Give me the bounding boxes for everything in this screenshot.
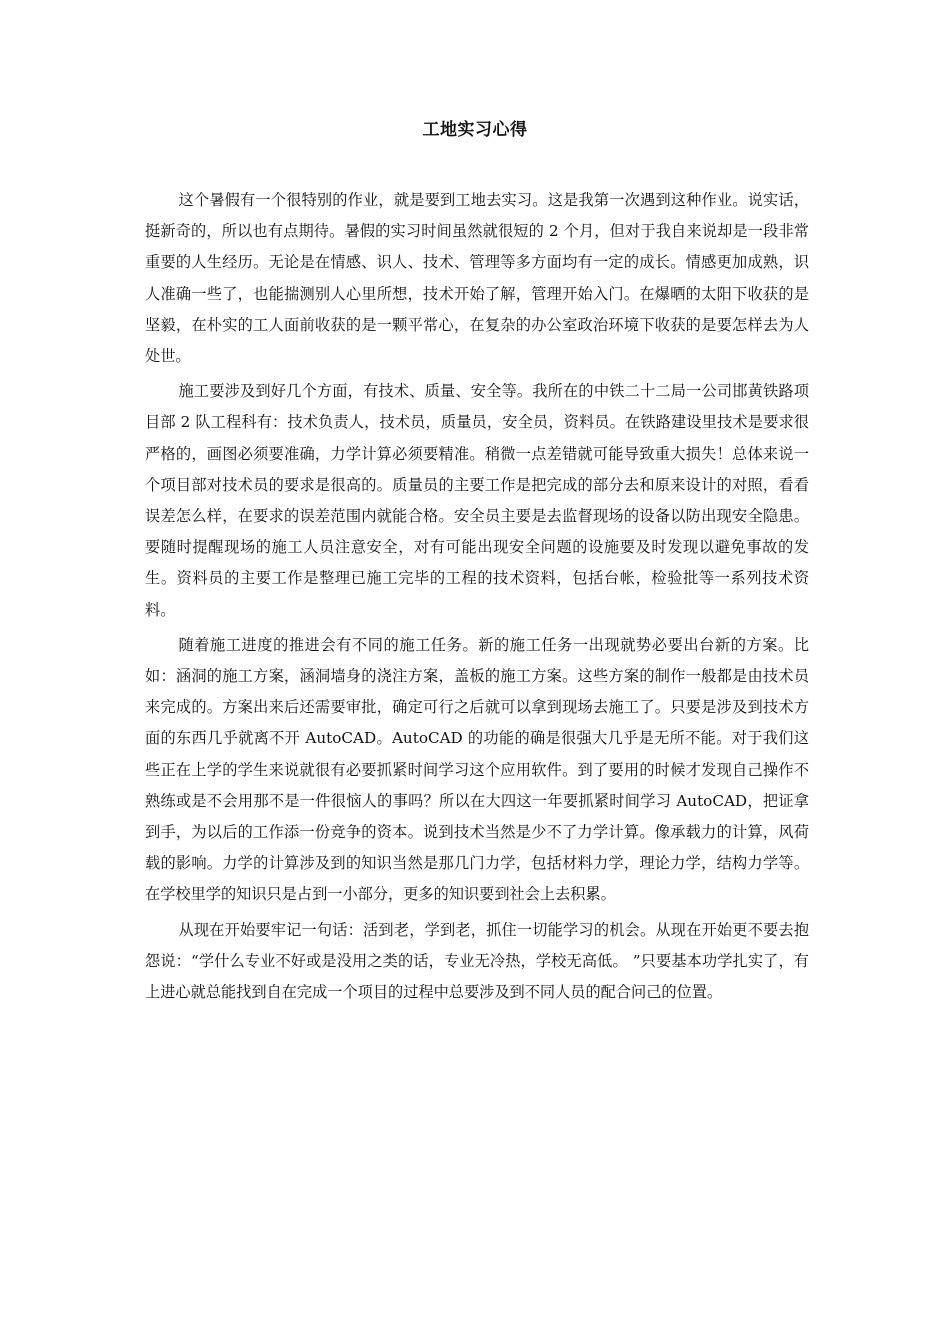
page-title: 工地实习心得 xyxy=(422,120,528,140)
paragraph-4: 从现在开始要牢记一句话：活到老，学到老，抓住一切能学习的机会。从现在开始更不要去抱怨说：“学什么专业不好或是没用之类的话，专业无冷热，学校无高低。 ”只要基本功学扎实了，有上进心就总能找到自在完成一个项目的过程中总要涉及到不同人员的配合问己的位置。 xyxy=(145,920,809,1002)
paragraph-1: 这个暑假有一个很特别的作业，就是要到工地去实习。这是我第一次遇到这种作业。说实话，挺新奇的，所以也有点期待。暑假的实习时间虽然就很短的 2 个月，但对于我自来说却是一段非常重要的人生经历。无论是在情感、识人、技术、管理等多方面均有一定的成长。情感更加成熟，识人准确一些了，也能揣测别人心里所想，技术开始了解，管理开始入门。在爆晒的太阳下收获的是坚毅，在朴实的工人面前收获的是一颗平常心，在复杂的办公室政治环境下收获的是要怎样去为人处世。 xyxy=(145,191,809,366)
paragraph-2: 施工要涉及到好几个方面，有技术、质量、安全等。我所在的中铁二十二局一公司邯黄铁路项目部 2 队工程科有：技术负责人，技术员，质量员，安全员，资料员。在铁路建设里技术是要求很严格的，画图必须要准确，力学计算必须要精准。稍微一点差错就可能导致重大损失！总体来说一个项目部对技术员的要求是很高的。质量员的主要工作是把完成的部分去和原来设计的对照，看看误差怎么样，在要求的误差范围内就能合格。安全员主要是去监督现场的设备以防出现安全隐患。要随时提醒现场的施工人员注意安全，对有可能出现安全问题的设施要及时发现以避免事故的发生。资料员的主要工作是整理已施工完毕的工程的技术资料，包括台帐，检验批等一系列技术资料。 xyxy=(145,382,809,619)
document-body xyxy=(145,185,809,1008)
paragraph-3: 随着施工进度的推进会有不同的施工任务。新的施工任务一出现就势必要出台新的方案。比如：涵洞的施工方案，涵洞墙身的浇注方案，盖板的施工方案。这些方案的制作一般都是由技术员来完成的。方案出来后还需要审批，确定可行之后就可以拿到现场去施工了。只要是涉及到技术方面的东西几乎就离不开 AutoCAD。AutoCAD 的功能的确是很强大几乎是无所不能。对于我们这些正在上学的学生来说就很有必要抓紧时间学习这个应用软件。到了要用的时候才发现自己操作不熟练或是不会用那不是一件很恼人的事吗？所以在大四这一年要抓紧时间学习 AutoCAD，把证拿到手，为以后的工作添一份竞争的资本。说到技术当然是少不了力学计算。像承载力的计算，风荷载的影响。力学的计算涉及到的知识当然是那几门力学，包括材料力学，理论力学，结构力学等。在学校里学的知识只是占到一小部分，更多的知识要到社会上去积累。 xyxy=(145,635,809,904)
